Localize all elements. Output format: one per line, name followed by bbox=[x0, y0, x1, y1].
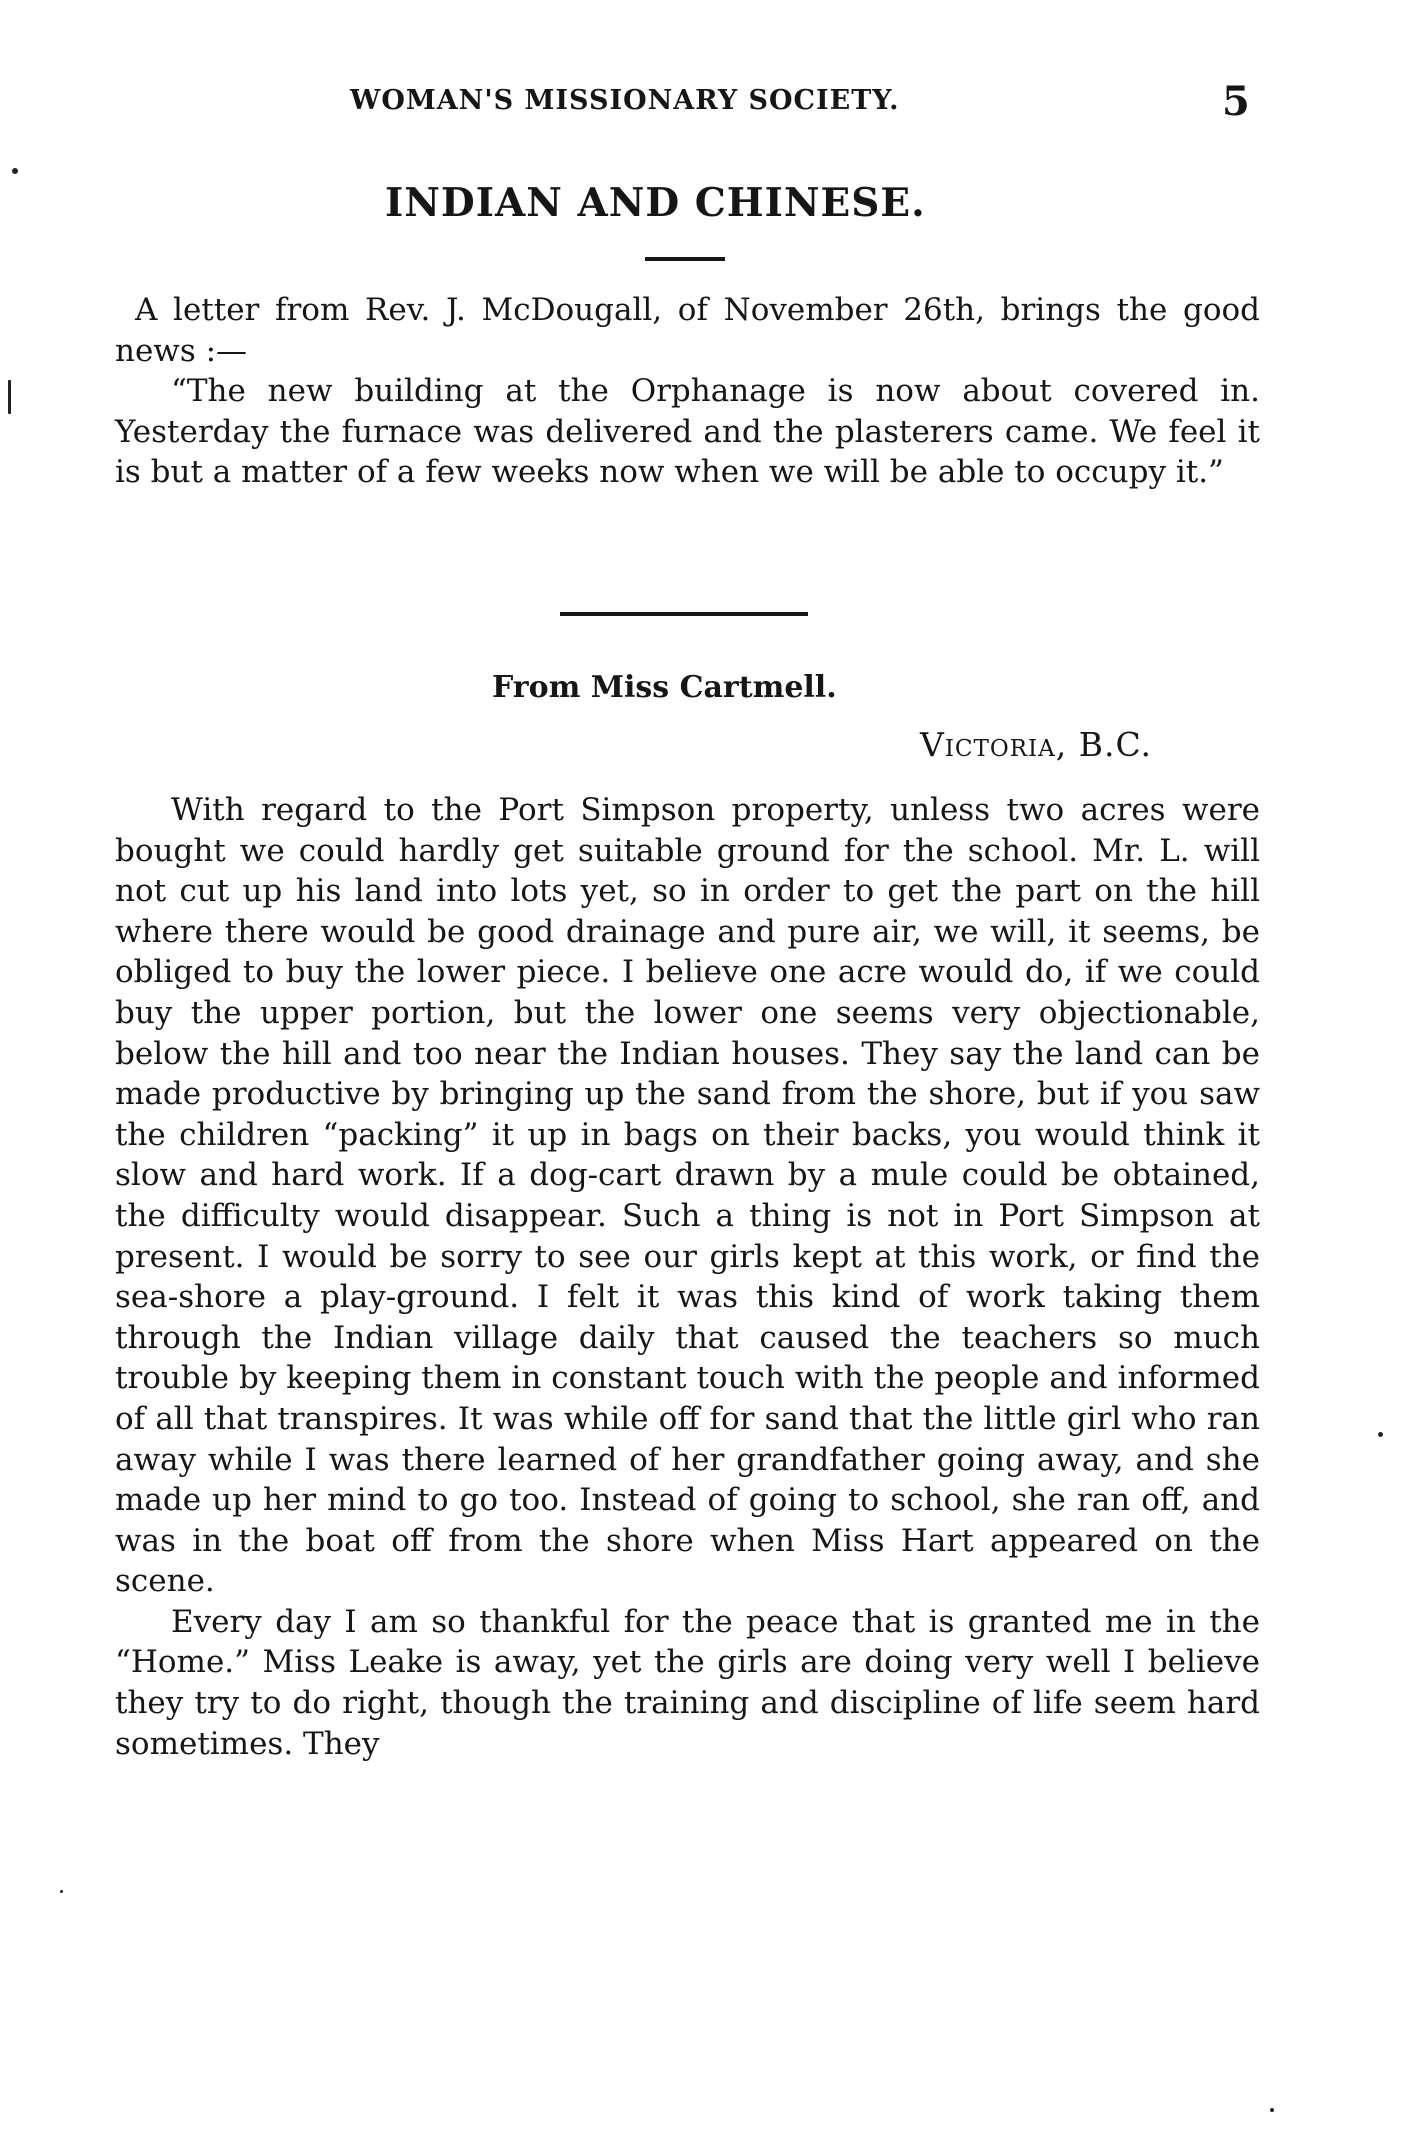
dateline: Victoria, B.C. bbox=[920, 725, 1153, 764]
scan-speck bbox=[12, 168, 18, 174]
body-paragraph-1: With regard to the Port Simpson property, unless two acres were bought we could hardly get suitable ground for the school. Mr. L. will not cut up his land into lots yet, so in order to get the part on the hill where there would be good drainage and pure air, we will, it seems, be obliged to buy the lower piece. I believe one acre would do, if we could buy the upper portion, but the lower one seems very objectionable, below the hill and too near the Indian houses. They say the land can be made productive by bringing up the sand from the shore, but if you saw the children “packing” it up in bags on their backs, you would think it slow and hard work. If a dog-cart drawn by a mule could be obtained, the difficulty would disappear. Such a thing is not in Port Simpson at present. I would be sorry to see our girls kept at this work, or find the sea-shore a play-ground. I felt it was this kind of work taking them through the Indian village daily that caused the teachers so much trouble by keeping them in constant touch with the people and informed of all that transpires. It was while off for sand that the little girl who ran away while I was there learned of her grandfather going away, and she made up her mind to go too. Instead of going to school, she ran off, and was in the boat off from the shore when Miss Hart appeared on the scene. bbox=[115, 792, 1260, 1600]
intro-paragraph: A letter from Rev. J. McDougall, of November 26th, brings the good news :— bbox=[115, 292, 1260, 369]
page-number: 5 bbox=[1222, 78, 1250, 125]
body-paragraph-2: Every day I am so thankful for the peace that is granted me in the “Home.” Miss Leake is away, yet the girls are doing very well I believe they try to do right, though the training and discipline of life seem hard sometimes. They bbox=[115, 1603, 1260, 1762]
section-title: INDIAN AND CHINESE. bbox=[385, 180, 926, 226]
intro-paragraph-block bbox=[115, 290, 1260, 371]
section-divider-rule bbox=[560, 612, 808, 616]
quote-paragraph-block bbox=[115, 371, 1260, 493]
letter-heading: From Miss Cartmell. bbox=[492, 670, 837, 705]
scan-speck bbox=[1270, 2108, 1274, 2112]
scan-speck bbox=[8, 380, 11, 414]
scan-speck bbox=[1378, 1432, 1383, 1437]
quote-paragraph: “The new building at the Orphanage is now about covered in. Yesterday the furnace was delivered and the plasterers came. We feel it is but a matter of a few weeks now when we will be able to occupy it.” bbox=[115, 373, 1260, 491]
short-rule-divider bbox=[645, 257, 725, 261]
scan-speck bbox=[60, 1890, 63, 1893]
letter-body bbox=[115, 790, 1260, 1764]
running-head: WOMAN'S MISSIONARY SOCIETY. bbox=[350, 85, 900, 116]
